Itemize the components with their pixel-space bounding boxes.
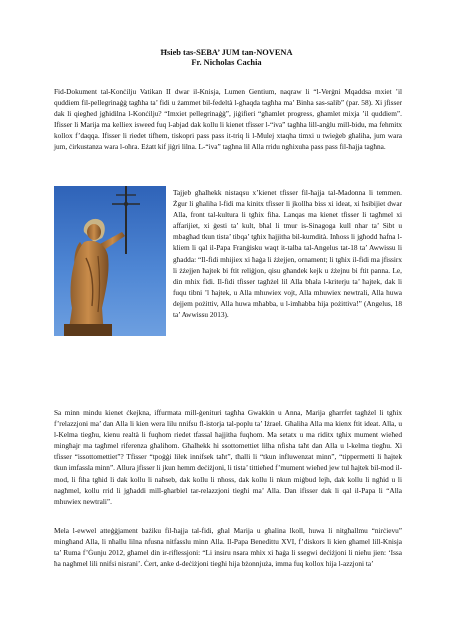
paragraph-mary-relationship: Sa minn mindu kienet ċkejkna, iffurmata mill-ġenituri tagħha Gwakkin u Anna, Marija għarrfet tagħżel li tgħix f’relazzjoni ma’ dan Alla li kien wera lilu nnifsu fl-istorja tal-poplu ta’ Iżrael. Għaliha Alla ma kienx ftit ideat. Alla, u l-Kelma tiegħu, kienu realtà li fuqhom riedet tfassal ħajjitha fuqhom. Ma setatx u ma riditx tgħix mument wieħed mingħajr ma tagħmel riferenza għalihom. Għalhekk hi ssottomettiet lilha nfisha taħt dan Alla u l-kelma tiegħu. Xi tfisser “issottomettiet”? Tfisser “tpoġġi lilek innifsek taħt”, tħalli li “tkun influwenzat minn”, “tippermetti li ħajtek tkun imfassla minn”. Allura jfisser li jkun hemm deċiżjoni, li tista’ tittieħed f’mument wieħed jew tul ħajtek bil-mod il-mod, li fiha tgħid li dak kollu li naħseb, dak kollu li nħoss, dak kollu li nkun miġbud lejh, dak kollu li ngħid u li nagħmel, kollu rrid li jgħaddi mill-għarbiel tar-relazzjoni tiegħi ma’ Alla. Dan ifisser dak li qal il-Papa li “Alla mhuwiex newtrali”. — [54, 408, 403, 506]
paragraph-benedict-quote: Mela l-ewwel atteġġjament bażiku fil-ħajja tal-fidi, għal Marija u għalina lkoll, huwa li nitgħallmu “nirċievu” mingħand Alla, li nħallu lilna nfusna nitfasslu minn Alla. Il-Papa Benedittu XVI, f’diskors li kien għamel lill-Knisja ta’ Ruma f’Ġunju 2012, għamel din ir-riflessjoni: “Li insiru nsara mhix xi ħaġa li ssegwi deċiżjoni li nieħu jien: ‘Issa ħa nagħmel lili nnifsi nisrani’. Ċert, anke d-deċiżjoni tiegħi hija bżonnjuża, imma fuq kollox hija l-azzjoni ta’ — [54, 526, 402, 569]
document-author: Fr. Nicholas Cachia — [191, 58, 262, 67]
document-title: Ħsieb tas-SEBA’ JUM tan-NOVENA — [160, 48, 293, 57]
madonna-statue-photo — [54, 186, 166, 336]
paragraph-intro: Fid-Dokument tal-Konċilju Vatikan II dwar il-Knisja, Lumen Gentium, naqraw li “l-Verġni Mqaddsa mxiet ’il quddiem fil-pellegrinaġġ tagħha ta’ fidi u żammet bil-fedeltà l-għaqda tagħha ma’ Binha sas-salib” (par. 58). Xi jfisser dak li qiegħed jgħidilna l-Konċilju? “Imxiet pellegrinaġġ”, jiġifieri “għamlet progress, għamlet mixja ’il quddiem”. Ifisser li Marija ma kelliex isweed fuq l-abjad dak kollu li kienet tfisser l-“iva” tagħha lill-anġlu mill-bidu, ma fehmitx kollox f’daqqa. Ifisser li riedet tifhem, tiskopri pass pass it-triq li l-Mulej xtaqha timxi u twieġeb għaliha, jum wara jum, ċirkustanza wara l-oħra. Eżatt kif jiġri lilna. L-“iva” tagħna lil Alla rridu ngħixuha pass pass fil-ħajja tagħna. — [54, 87, 402, 152]
paragraph-faith-reflection: Tajjeb għalhekk nistaqsu x’kienet tfisser fil-ħajja tal-Madonna li temmen. Żgur li għaliha l-fidi ma kinitx tfisser li jkollha biss xi ideat, xi ħsibijiet dwar Alla, front tal-kultura li tgħix fiha. Lanqas ma kienet tfisser li tagħmel xi affarijiet, xi ġesti ta’ kult, bħal li tmur is-Sinagoga kull nhar ta’ Sibt u mbagħad tkun tista’ tibqa’ tgħix ħajjitha bil-kumdità. Inħoss li jgħodd ħafna l-kliem li qal il-Papa Franġisku waqt it-talba tal-Angelus tat-18 ta’ Awwissu li għadda: “Il-fidi mhijiex xi ħaġa li żżejjen, ornament; li tgħix il-fidi ma jfissirx li żżejjen ħajtek bi ftit reliġjon, qisu għandek kejk u żżejnu bi ftit panna. Le, din mhix fidi. Il-fidi tfisser tagħżel lil Alla bħala l-kriterju ta’ ħajtek, dak li fuqu tibni ’l ħajtek, u Alla mhuwiex vojt, Alla mhuwiex newtrali, Alla huwa dejjem pożittiv, Alla huwa mħabba, u l-imħabba hija pożittiva!” (Angelus, 18 ta’ Awwissu 2013). — [173, 188, 402, 320]
